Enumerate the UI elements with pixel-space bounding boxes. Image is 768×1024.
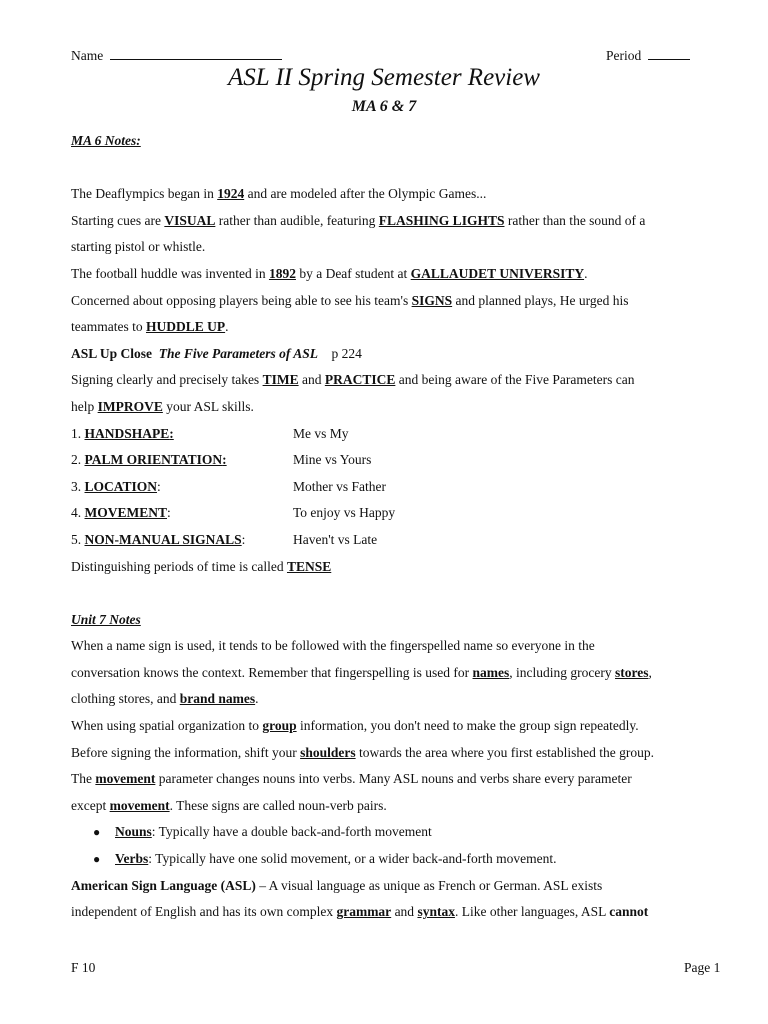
parameter-example: Mine vs Yours — [293, 452, 372, 468]
parameter-name: LOCATION — [84, 478, 158, 494]
answer-signs: SIGNS — [411, 292, 453, 308]
unit7-heading-line — [71, 607, 721, 634]
period-label: Period — [606, 48, 642, 63]
answer-tense: TENSE — [286, 558, 332, 574]
answer-time: TIME — [262, 372, 299, 388]
movement-parameter-line: The movement parameter changes nouns into verbs. Many ASL nouns and verbs share every parameter — [71, 771, 632, 787]
parameter-name: NON-MANUAL SIGNALS — [84, 531, 242, 547]
list-item: ● Nouns: Typically have a double back-and-forth movement — [71, 819, 721, 846]
asl-up-close-line — [71, 341, 721, 368]
parameter-example: Me vs My — [293, 425, 349, 441]
bullet-icon: ● — [93, 825, 101, 840]
name-sign-line: When a name sign is used, it tends to be followed with the fingerspelled name so everyone in the — [71, 638, 595, 654]
unit7-heading: Unit 7 Notes — [71, 611, 141, 627]
answer-huddle-up: HUDDLE UP — [145, 319, 226, 335]
answer-names: names — [472, 664, 510, 680]
ma6-heading-line — [71, 128, 721, 155]
name-field — [71, 47, 282, 64]
answer-syntax: syntax — [417, 904, 455, 920]
period-blank — [648, 47, 690, 60]
fingerspelling-line: conversation knows the context. Remember that fingerspelling is used for names, including grocery stores, — [71, 664, 652, 680]
parameter-name: MOVEMENT — [84, 505, 167, 521]
parameter-item: 2. PALM ORIENTATION: Mine vs Yours — [71, 447, 721, 474]
answer-1892: 1892 — [268, 265, 296, 281]
list-item: ● Verbs: Typically have one solid movement, or a wider back-and-forth movement. — [71, 846, 721, 873]
spatial-organization-line: When using spatial organization to group information, you don't need to make the group sign repeatedly. — [71, 718, 639, 734]
answer-movement: movement — [95, 771, 156, 787]
answer-grammar: grammar — [336, 904, 392, 920]
asl-definition-line: American Sign Language (ASL) – A visual language as unique as French or German. ASL exists — [71, 877, 603, 893]
parameter-item: 4. MOVEMENT: To enjoy vs Happy — [71, 500, 721, 527]
answer-flashing-lights: FLASHING LIGHTS — [378, 212, 505, 228]
answer-group: group — [262, 718, 297, 734]
parameter-item: 3. LOCATION: Mother vs Father — [71, 474, 721, 501]
brand-names-line: clothing stores, and brand names. — [71, 691, 259, 707]
answer-visual: VISUAL — [164, 212, 216, 228]
document-body — [71, 128, 721, 926]
improve-line: help IMPROVE your ASL skills. — [71, 398, 254, 414]
parameter-name: HANDSHAPE — [84, 425, 170, 441]
answer-stores: stores — [615, 664, 649, 680]
period-field — [606, 47, 690, 64]
page-number: Page 1 — [684, 960, 721, 975]
bullet-term: Nouns — [115, 824, 152, 840]
answer-shoulders: shoulders — [300, 744, 356, 760]
name-label: Name — [71, 48, 104, 63]
answer-movement-2: movement — [109, 797, 170, 813]
noun-verb-pairs-line: except movement. These signs are called noun-verb pairs. — [71, 797, 387, 813]
asl-term: American Sign Language (ASL) — [71, 877, 256, 893]
name-blank — [110, 47, 282, 60]
bullet-term: Verbs — [115, 851, 149, 867]
ma6-heading: MA 6 Notes: — [71, 133, 141, 148]
grammar-syntax-line: independent of English and has its own complex grammar and syntax. Like other languages, ASL cannot — [71, 904, 649, 920]
answer-practice: PRACTICE — [324, 372, 396, 388]
answer-gallaudet: GALLAUDET UNIVERSITY — [410, 265, 585, 281]
page-title: ASL II Spring Semester Review — [228, 64, 540, 91]
tense-line: Distinguishing periods of time is called TENSE — [71, 558, 332, 574]
teammates-line: teammates to HUDDLE UP. — [71, 319, 229, 335]
deaflympics-line: The Deaflympics began in 1924 and are modeled after the Olympic Games... — [71, 186, 487, 202]
parameter-item: 5. NON-MANUAL SIGNALS: Haven't vs Late — [71, 527, 721, 554]
parameter-name: PALM ORIENTATION — [84, 452, 223, 468]
signing-clearly-line: Signing clearly and precisely takes TIME and PRACTICE and being aware of the Five Parameters can — [71, 372, 635, 388]
asl-up-close-label: ASL Up Close — [71, 345, 153, 361]
answer-improve: IMPROVE — [97, 398, 163, 414]
page-subtitle: MA 6 & 7 — [351, 98, 417, 115]
opposing-players-line: Concerned about opposing players being able to see his team's SIGNS and planned plays, He urged his — [71, 292, 629, 308]
parameter-example: Mother vs Father — [293, 478, 386, 494]
huddle-invented-line: The football huddle was invented in 1892 by a Deaf student at GALLAUDET UNIVERSITY. — [71, 265, 588, 281]
starting-pistol-line: starting pistol or whistle. — [71, 239, 206, 255]
shoulders-line: Before signing the information, shift your shoulders towards the area where you first established the group. — [71, 744, 655, 760]
answer-1924: 1924 — [217, 186, 245, 202]
five-parameters-title: The Five Parameters of ASL — [158, 345, 319, 361]
parameter-item: 1. HANDSHAPE: Me vs My — [71, 421, 721, 448]
parameter-example: Haven't vs Late — [293, 531, 378, 547]
footer-code: F 10 — [71, 960, 96, 975]
answer-brand-names: brand names — [179, 691, 256, 707]
answer-cannot: cannot — [609, 904, 649, 920]
page-reference: p 224 — [331, 345, 362, 361]
bullet-icon: ● — [93, 852, 101, 867]
parameter-example: To enjoy vs Happy — [293, 505, 396, 521]
starting-cues-line: Starting cues are VISUAL rather than audible, featuring FLASHING LIGHTS rather than the sound of a — [71, 212, 646, 228]
